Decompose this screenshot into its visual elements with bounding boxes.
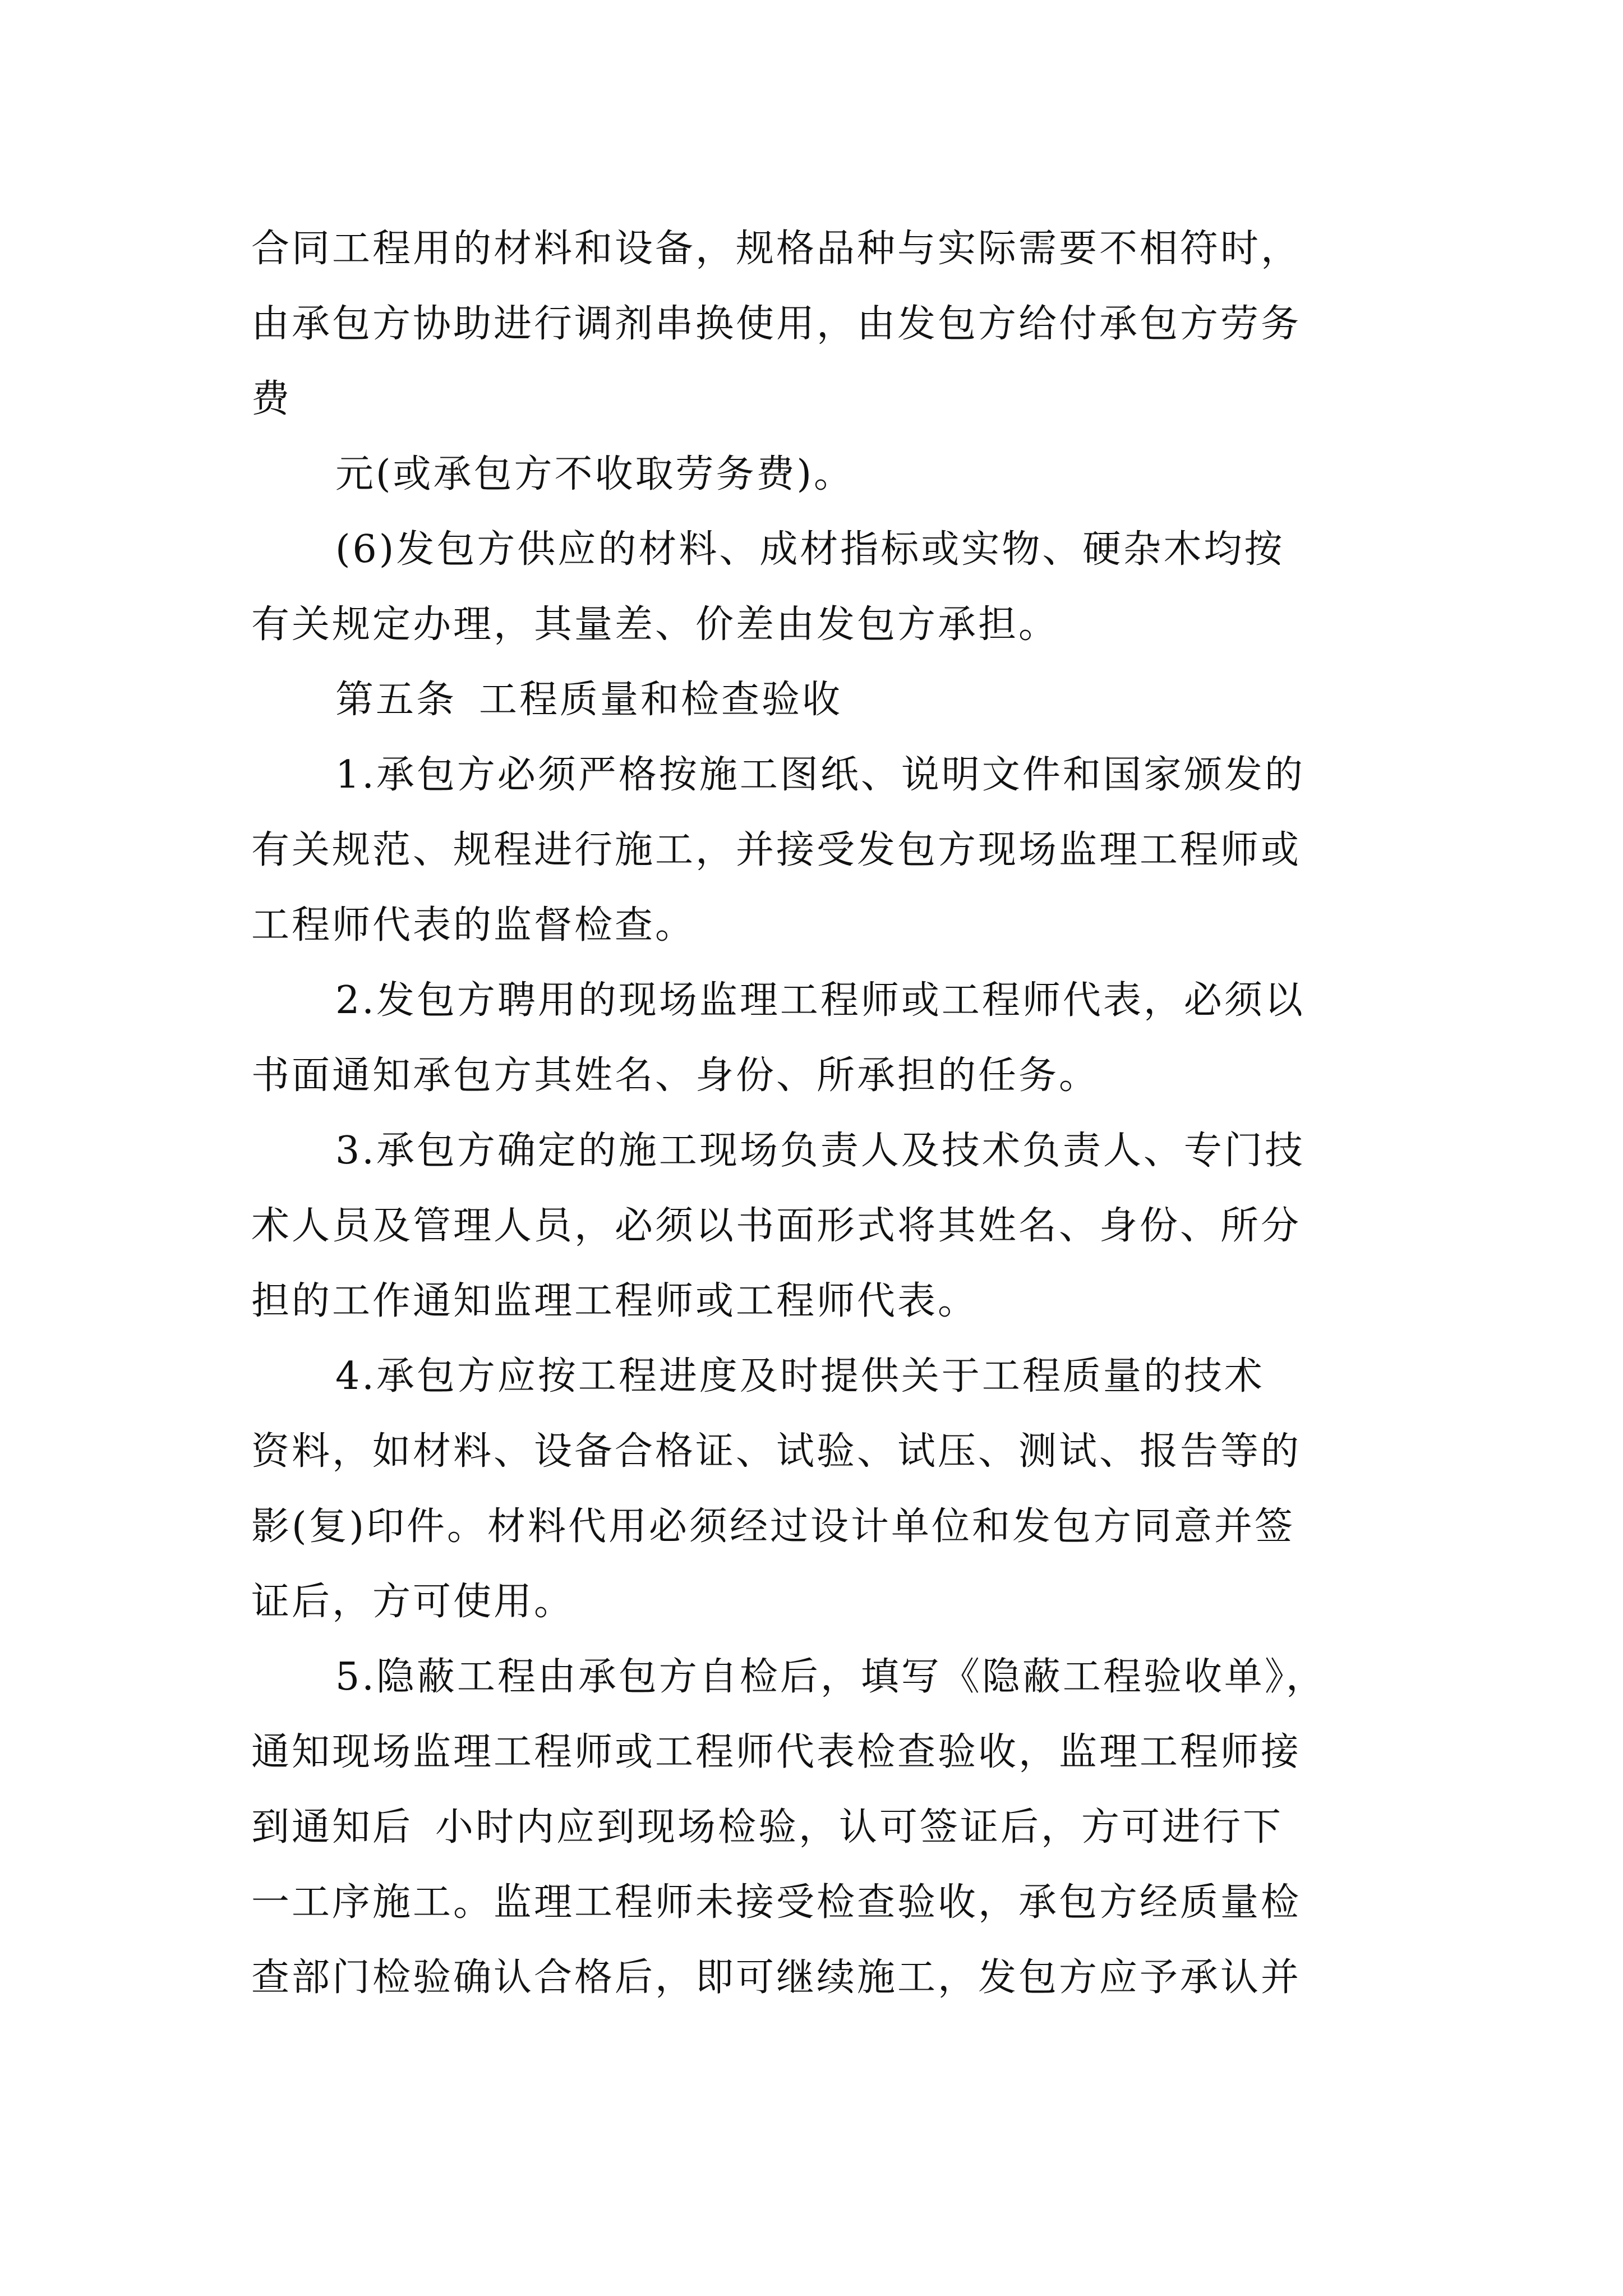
text-line: 查部门检验确认合格后，即可继续施工，发包方应予承认并 bbox=[251, 1955, 1302, 2000]
text-segment: 到通知后 bbox=[251, 1805, 413, 1849]
text-line: 5.隐蔽工程由承包方自检后，填写《隐蔽工程验收单》， bbox=[335, 1655, 1326, 1699]
text-line: 资料，如材料、设备合格证、试验、试压、测试、报告等的 bbox=[251, 1429, 1302, 1474]
article-number: 第五条 bbox=[335, 678, 457, 722]
text-line: 担的工作通知监理工程师或工程师代表。 bbox=[251, 1279, 979, 1323]
text-line: 有关规定办理，其量差、价差由发包方承担。 bbox=[251, 602, 1059, 647]
text-line: 一工序施工。监理工程师未接受检查验收，承包方经质量检 bbox=[251, 1880, 1302, 1925]
text-line: 2.发包方聘用的现场监理工程师或工程师代表，必须以 bbox=[335, 978, 1305, 1023]
text-line: 合同工程用的材料和设备，规格品种与实际需要不相符时， bbox=[251, 227, 1302, 271]
text-line: 4.承包方应按工程进度及时提供关于工程质量的技术 bbox=[335, 1354, 1265, 1398]
text-line: 1.承包方必须严格按施工图纸、说明文件和国家颁发的 bbox=[335, 753, 1305, 797]
text-line: 影(复)印件。材料代用必须经过设计单位和发包方同意并签 bbox=[251, 1504, 1295, 1549]
text-line: 费 bbox=[251, 377, 292, 421]
text-line bbox=[251, 1801, 1384, 1855]
text-line: 工程师代表的监督检查。 bbox=[251, 903, 696, 947]
section-heading bbox=[335, 673, 1384, 727]
text-line: 术人员及管理人员，必须以书面形式将其姓名、身份、所分 bbox=[251, 1204, 1302, 1248]
text-line: (6)发包方供应的材料、成材指标或实物、硬杂木均按 bbox=[335, 527, 1285, 572]
text-segment: 小时内应到现场检验，认可签证后，方可进行下 bbox=[435, 1805, 1284, 1849]
text-line: 有关规范、规程进行施工，并接受发包方现场监理工程师或 bbox=[251, 828, 1302, 872]
text-line: 由承包方协助进行调剂串换使用，由发包方给付承包方劳务 bbox=[251, 302, 1302, 346]
article-title: 工程质量和检查验收 bbox=[479, 678, 843, 722]
text-line: 3.承包方确定的施工现场负责人及技术负责人、专门技 bbox=[335, 1129, 1305, 1173]
text-line: 元(或承包方不收取劳务费)。 bbox=[335, 452, 855, 496]
text-line: 证后，方可使用。 bbox=[251, 1580, 575, 1624]
text-line: 通知现场监理工程师或工程师代表检查验收，监理工程师接 bbox=[251, 1730, 1302, 1774]
text-line: 书面通知承包方其姓名、身份、所承担的任务。 bbox=[251, 1053, 1100, 1098]
